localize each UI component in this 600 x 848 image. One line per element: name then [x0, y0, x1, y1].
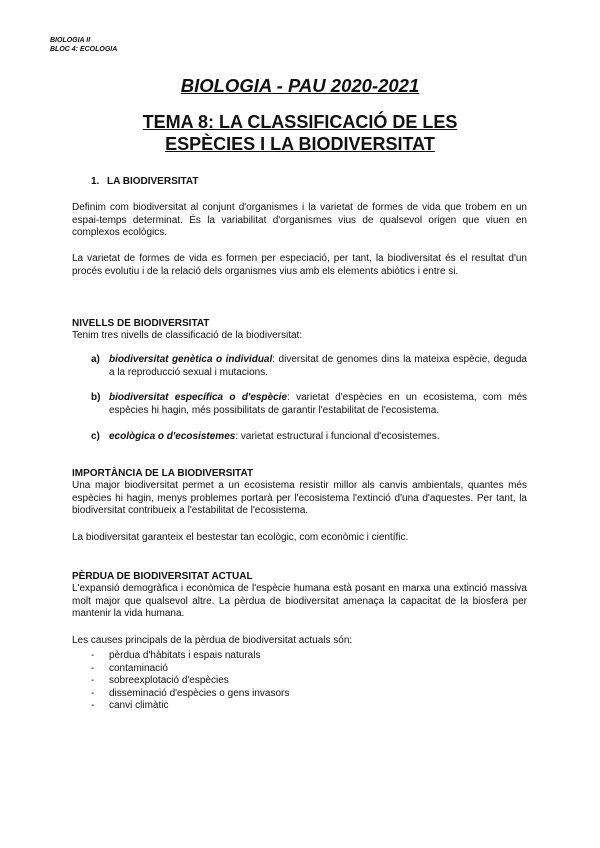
- item-term: biodiversitat genètica o individual: [109, 354, 273, 365]
- causes-list: [91, 650, 289, 713]
- item-label: a): [91, 354, 100, 365]
- list-item: [91, 688, 289, 701]
- variety-paragraph: La varietat de formes de vida es formen per especiació, per tant, la biodiversitat és el resultat d'un procés evolutiu i de la relació dels organismes vius amb els elements abiòtics i entre si.: [72, 253, 527, 277]
- list-dash: -: [91, 687, 95, 699]
- list-item-text: canvi climàtic: [109, 700, 169, 711]
- list-item-text: disseminació d'espècies o gens invasors: [109, 687, 290, 699]
- item-label: c): [91, 431, 100, 442]
- list-item-text: contaminació: [109, 662, 168, 674]
- causes-intro: Les causes principals de la pèrdua de biodiversitat actuals són:: [72, 635, 353, 646]
- list-dash: -: [91, 700, 95, 711]
- list-dash: -: [91, 650, 95, 661]
- level-item-a: [91, 354, 527, 379]
- levels-heading: NIVELLS DE BIODIVERSITAT: [72, 318, 210, 329]
- definition-paragraph: Definim com biodiversitat al conjunt d'organismes i la varietat de formes de vida que trobem en un espai-temps determinat. És la variabilitat d'organismes vius de qualsevol origen que viuen en complexos ecològics.: [72, 202, 527, 238]
- topic-title-line1: TEMA 8: LA CLASSIFICACIÓ DE LES: [142, 112, 458, 132]
- list-item-text: sobreexplotació d'espècies: [109, 675, 229, 686]
- loss-heading: PÈRDUA DE BIODIVERSITAT ACTUAL: [72, 571, 253, 582]
- importance-paragraph: Una major biodiversitat permet a un ecosistema resistir millor als canvis ambientals, quantes més espècies hi hagin, menys problemes portarà per l'ecosistema l'extinció d'una d'aquestes. Per tant, la biodiversitat contribueix a l'estabilitat de l'ecosistema.: [72, 480, 527, 516]
- level-item-c: [91, 431, 527, 444]
- importance-heading: IMPORTÀNCIA DE LA BIODIVERSITAT: [72, 468, 254, 479]
- item-text: : varietat d'espècies en un ecosistema, com més espècies hi hagin, més possibilitats de garantir l'estabilitat de l'ecosistema.: [109, 392, 527, 416]
- list-dash: -: [91, 675, 95, 686]
- header-block: BLOC 4: ECOLOGIA: [50, 46, 118, 53]
- item-term: ecològica o d'ecosistemes: [109, 431, 236, 442]
- list-dash: -: [91, 662, 95, 674]
- section-number: 1.: [91, 176, 100, 187]
- level-item-b: [91, 392, 527, 417]
- section-heading: [91, 176, 198, 187]
- page-title: BIOLOGIA - PAU 2020-2021: [180, 75, 420, 96]
- list-item-text: pèrdua d'hàbitats i espais naturals: [109, 650, 261, 661]
- list-item: [91, 650, 289, 663]
- list-item: [91, 663, 289, 676]
- list-item: [91, 700, 289, 713]
- loss-paragraph: L'expansió demogràfica i econòmica de l'espècie humana està posant en marxa una extinció massiva molt major que qualsevol altre. La pèrdua de biodiversitat amenaça la capacitat de la biosfera per mantenir la vida humana.: [72, 583, 527, 619]
- item-term: biodiversitat específica o d'espècie: [109, 392, 288, 403]
- levels-intro: Tenim tres nivells de classificació de la biodiversitat:: [72, 330, 303, 341]
- header-course: BIOLOGIA II: [50, 37, 91, 44]
- item-text: : diversitat de genomes dins la mateixa espècie, deguda a la reproducció sexual i mutacions.: [109, 354, 527, 378]
- section-title: LA BIODIVERSITAT: [107, 176, 199, 187]
- list-item: [91, 675, 289, 688]
- topic-title-line2: ESPÈCIES I LA BIODIVERSITAT: [165, 134, 435, 154]
- item-label: b): [91, 392, 101, 403]
- item-text: : varietat estructural i funcional d'ecosistemes.: [235, 431, 440, 442]
- wellbeing-paragraph: La biodiversitat garanteix el bestestar tan ecològic, com econòmic i científic.: [72, 532, 409, 543]
